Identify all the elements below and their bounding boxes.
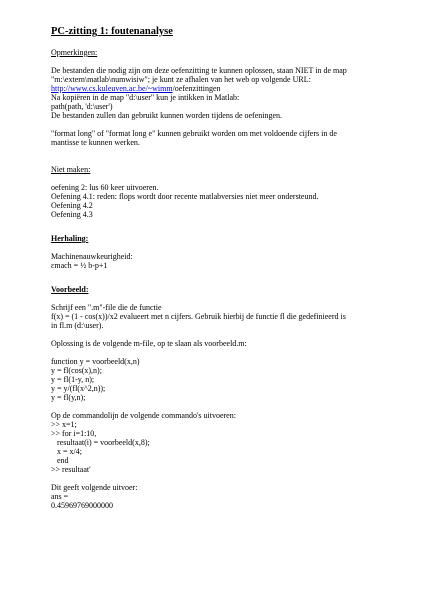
url-suffix: /oefenzittingen — [172, 84, 221, 93]
code-block-commands — [51, 420, 401, 474]
heading-herhaling: Herhaling: — [51, 234, 89, 243]
text-line: Schrijf een ".m"-file die de functie — [51, 303, 162, 312]
text-line: "m:\extern\matlab\numwisiw"; je kunt ze afhalen van het web op volgende URL: — [51, 75, 311, 84]
code-line: >> x=1; — [51, 420, 77, 429]
text-line: Na kopiëren in de map "d:\user" kun je intikken in Matlab: — [51, 93, 240, 102]
code-block-mfile — [51, 357, 401, 402]
code-line: y = fl(y,n); — [51, 393, 86, 402]
heading-opmerkingen: Opmerkingen: — [51, 48, 98, 57]
code-line: y = fl(cos(x),n); — [51, 366, 102, 375]
text-line: f(x) = (1 - cos(x))/x2 evalueert met n cijfers. Gebruik hierbij de functie fl die gedefinieerd is — [51, 312, 346, 321]
code-line: resultaat(i) = voorbeeld(x,8); — [51, 438, 150, 447]
list-item: oefening 2: lus 60 keer uitvoeren. — [51, 183, 159, 192]
code-line: end — [51, 456, 69, 465]
text-line: Op de commandolijn de volgende commando's uitvoeren: — [51, 411, 236, 420]
output-block — [51, 483, 401, 510]
output-line: 0.45969769000000 — [51, 501, 113, 510]
paragraph-herhaling — [51, 252, 401, 270]
text-line: Machinenauwkeurigheid: — [51, 252, 133, 261]
text-line: path(path, 'd:\user') — [51, 102, 113, 111]
code-line: y = fl(1-y, n); — [51, 375, 95, 384]
text-line: De bestanden zullen dan gebruikt kunnen worden tijdens de oefeningen. — [51, 111, 283, 120]
text-line: in fl.m (d:\user). — [51, 321, 104, 330]
paragraph-opmerkingen-2 — [51, 129, 401, 147]
code-line: y = y/(fl(x^2,n)); — [51, 384, 106, 393]
code-line: >> resultaat' — [51, 465, 91, 474]
niet-maken-list — [51, 183, 401, 219]
text-line: Dit geeft volgende uitvoer: — [51, 483, 138, 492]
heading-voorbeeld: Voorbeeld: — [51, 285, 89, 294]
output-line: ans = — [51, 492, 69, 501]
heading-niet-maken: Niet maken: — [51, 165, 91, 174]
list-item: Oefening 4.2 — [51, 201, 93, 210]
text-line: "format long" of "format long e" kunnen gebruikt worden om met voldoende cijfers in de — [51, 129, 337, 138]
page-title: PC-zitting 1: foutenanalyse — [51, 26, 173, 37]
text-line: mantisse te kunnen werken. — [51, 138, 140, 147]
text-line: Oplossing is de volgende m-file, op te slaan als voorbeeld.m: — [51, 339, 247, 348]
paragraph-opmerkingen-1 — [51, 66, 401, 120]
text-line: De bestanden die nodig zijn om deze oefenzitting te kunnen oplossen, staan NIET in de map — [51, 66, 347, 75]
code-line: function y = voorbeeld(x,n) — [51, 357, 140, 366]
list-item: Oefening 4.1: reden: flops wordt door recente matlabversies niet meer ondersteund. — [51, 192, 319, 201]
code-line: >> for i=1:10, — [51, 429, 97, 438]
document-page — [51, 26, 401, 510]
code-line: x = x/4; — [51, 447, 82, 456]
url-line — [51, 84, 401, 93]
paragraph-voorbeeld-intro — [51, 303, 401, 330]
url-link[interactable]: http://www.cs.kuleuven.ac.be/~wimm — [51, 84, 173, 93]
list-item: Oefening 4.3 — [51, 210, 93, 219]
formula-line: εmach = ½ b-p+1 — [51, 261, 108, 270]
